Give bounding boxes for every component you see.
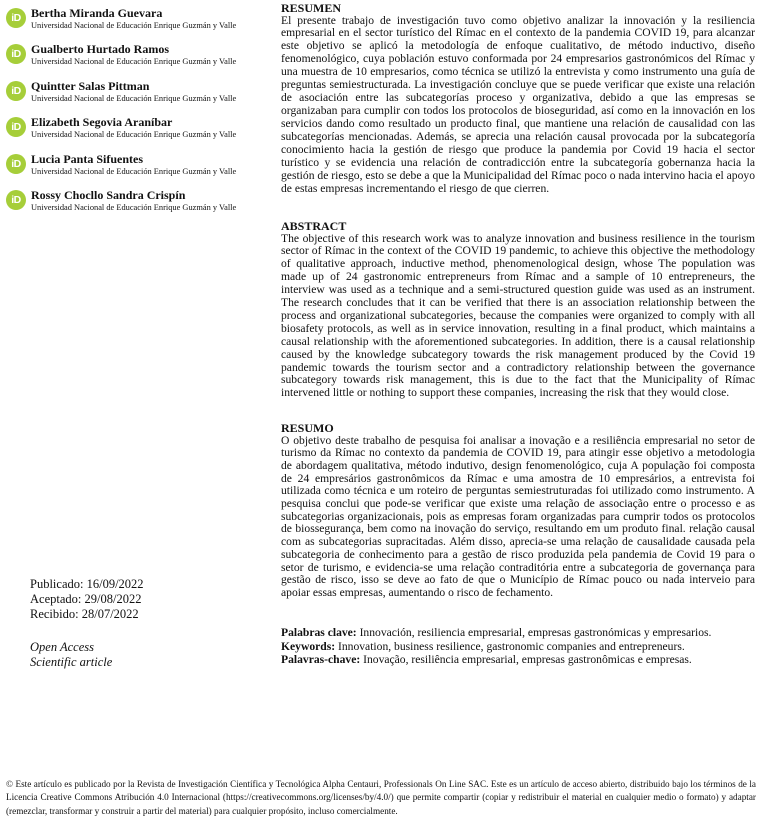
keywords-es-label: Palabras clave: bbox=[281, 626, 357, 639]
author-affiliation: Universidad Nacional de Educación Enrique Guzmán y Valle bbox=[31, 202, 237, 212]
keywords-es-value: Innovación, resiliencia empresarial, empresas gastronómicas y empresarios. bbox=[356, 626, 712, 639]
published-date: Publicado: 16/09/2022 bbox=[30, 577, 144, 591]
article-type-label: Scientific article bbox=[30, 655, 113, 670]
author-affiliation: Universidad Nacional de Educación Enrique Guzmán y Valle bbox=[31, 166, 237, 176]
resumo-heading: RESUMO bbox=[281, 421, 334, 435]
orcid-icon[interactable]: iD bbox=[6, 44, 26, 64]
keywords-es bbox=[281, 626, 755, 640]
author-entry bbox=[6, 115, 268, 151]
abstract-body: The objective of this research work was to analyze innovation and business resilience in the tourism sector of Rímac in the context of the COVID 19 pandemic, to achieve this objective the methodology of qualitative approach, inductive method, phenomenological design, whose The population was made up of 24 gastronomic entrepreneurs from Rímac and a sample of 10 entrepreneurs, the interview was used as a technique and a semi-structured question guide was used as an instrument. The research concludes that it can be verified that there is an association relationship between the process and organizational subcategories, because the companies were organized to comply with all biosafety protocols, as well as in service innovation, resulting in a final product, which maintains a causal relationship with the aforementioned subcategories. In addition, there is a causal relationship caused by the knowledge subcategory towards the risk management produced by the Covid 19 pandemic towards the tourism sector and a contradictory relationship between the governance subcategory towards risk management, this is due to the fact that the Municipality of Rímac intervened little or nothing to support these companies, increasing the risk that they would close. bbox=[281, 231, 755, 400]
license-footer: © Este artículo es publicado por la Revista de Investigación Científica y Tecnológica Alpha Centauri, Professionals On Line SAC. Este es un artículo de acceso abierto, distribuido bajo los términos de la Licencia Creative Commons Atribución 4.0 Internacional (https://creativecommons.org/licenses/by/4.0/) que permite compartir (copiar y redistribuir el material en cualquier medio o formato) y adaptar (remezclar, transformar y construir a partir del material) para cualquier propósito, incluso comercialmente. bbox=[6, 779, 756, 816]
keywords-en bbox=[281, 640, 755, 654]
abstract-heading: ABSTRACT bbox=[281, 219, 347, 233]
author-affiliation: Universidad Nacional de Educación Enrique Guzmán y Valle bbox=[31, 57, 237, 67]
author-name: Elizabeth Segovia Araníbar bbox=[31, 115, 173, 130]
orcid-icon[interactable]: iD bbox=[6, 190, 26, 210]
author-name: Quintter Salas Pittman bbox=[31, 78, 150, 93]
orcid-icon[interactable]: iD bbox=[6, 81, 26, 101]
orcid-icon[interactable]: iD bbox=[6, 8, 26, 28]
access-info bbox=[30, 640, 112, 670]
abstracts-column bbox=[281, 1, 755, 666]
resumen-body: El presente trabajo de investigación tuvo como objetivo analizar la innovación y la resiliencia empresarial en el sector turístico del Rímac en el contexto de la pandemia COVID 19, para alcanzar este objetivo se aplicó la metodología de enfoque cualitativo, de método inductivo, diseño fenomenológico, cuya población estuvo conformada por 24 empresarios gastronómicos del Rímac y una muestra de 10 empresarios, como técnica se utilizó la entrevista y como instrumento una guía de preguntas semiestructurada. La investigación concluye que se puede verificar que existe una relación de asociación entre las subcategorías proceso y organizativa, debido a que las empresas se organizaban para cumplir con todos los protocolos de bioseguridad, así como en la innovación en los servicios dando como resultado un producto final, que mantiene una relación de causalidad con las subcategorías mencionadas. Además, se aprecia una relación causal provocada por la subcategoría conocimiento hacia la gestión de riesgo que produce la pandemia por Covid 19 hacia el sector turístico y se evidencia una relación de contradicción entre la subcategoría gobernanza hacia la gestión de riesgo, esto se debe a que la Municipalidad del Rímac poco o nada intervino hacia el apoyo de estas empresas incrementando el riesgo de que cierren. bbox=[281, 13, 755, 195]
orcid-icon[interactable]: iD bbox=[6, 154, 26, 174]
keywords-en-label: Keywords: bbox=[281, 639, 336, 653]
keywords-pt-label: Palavras-chave: bbox=[281, 653, 361, 666]
resumen-section bbox=[281, 2, 755, 196]
author-affiliation: Universidad Nacional de Educación Enrique Guzmán y Valle bbox=[31, 93, 237, 103]
author-entry bbox=[6, 188, 268, 224]
author-entry bbox=[6, 6, 268, 42]
resumo-body: O objetivo deste trabalho de pesquisa foi analisar a inovação e a resiliência empresarial no setor de turismo da Rímac no contexto da pandemia de COVID 19, para atingir esse objetivo a metodologia de abordagem qualitativa, método indutivo, design fenomenológico, cuja A população foi composta de 24 empresários gastronômicos da Rímac e uma amostra de 10 empresários, a entrevista foi utilizada como técnica e um roteiro de perguntas semiestruturadas foi utilizado como instrumento. A pesquisa conclui que pode-se verificar que existe uma relação de associação entre o processo e as subcategorias organizacionais, pois as empresas foram organizadas para cumprir todos os protocolos de biossegurança, bem como na inovação do serviço, resultando em um produto final. relação causal com as subcategorias supracitadas. Além disso, aprecia-se uma relação de causalidade causada pela subcategoria de conhecimento para a gestão de risco produzida pela pandemia de Covid 19 para o setor de turismo, e evidencia-se uma relação contraditória entre a subcategoria de governança para gestão de risco, isso se deve ao fato de que o Município de Rímac pouco ou nada interveio para apoiar essas empresas, aumentando o risco de fechamento. bbox=[281, 433, 755, 599]
author-name: Rossy Chocllo Sandra Crispín bbox=[31, 187, 186, 202]
accepted-date: Aceptado: 29/08/2022 bbox=[30, 592, 142, 607]
author-name: Gualberto Hurtado Ramos bbox=[31, 42, 169, 57]
author-entry bbox=[6, 42, 268, 78]
author-affiliation: Universidad Nacional de Educación Enrique Guzmán y Valle bbox=[31, 21, 237, 30]
orcid-icon[interactable]: iD bbox=[6, 117, 26, 137]
author-entry bbox=[6, 79, 268, 115]
author-affiliation: Universidad Nacional de Educación Enrique Guzmán y Valle bbox=[31, 130, 237, 140]
author-name: Lucia Panta Sifuentes bbox=[31, 151, 144, 166]
article-dates bbox=[30, 577, 144, 623]
keywords-pt-value: Inovação, resiliência empresarial, empresas gastronômicas e empresas. bbox=[360, 653, 692, 666]
open-access-label: Open Access bbox=[30, 640, 94, 654]
resumo-section bbox=[281, 422, 755, 600]
author-name: Bertha Miranda Guevara bbox=[31, 6, 163, 20]
resumen-heading: RESUMEN bbox=[281, 1, 342, 15]
author-list bbox=[6, 6, 268, 224]
received-date: Recibido: 28/07/2022 bbox=[30, 607, 139, 622]
abstract-section bbox=[281, 220, 755, 400]
keywords-pt bbox=[281, 653, 755, 667]
author-entry bbox=[6, 152, 268, 188]
keywords-section bbox=[281, 626, 755, 667]
keywords-en-value: Innovation, business resilience, gastronomic companies and entrepreneurs. bbox=[335, 639, 685, 653]
